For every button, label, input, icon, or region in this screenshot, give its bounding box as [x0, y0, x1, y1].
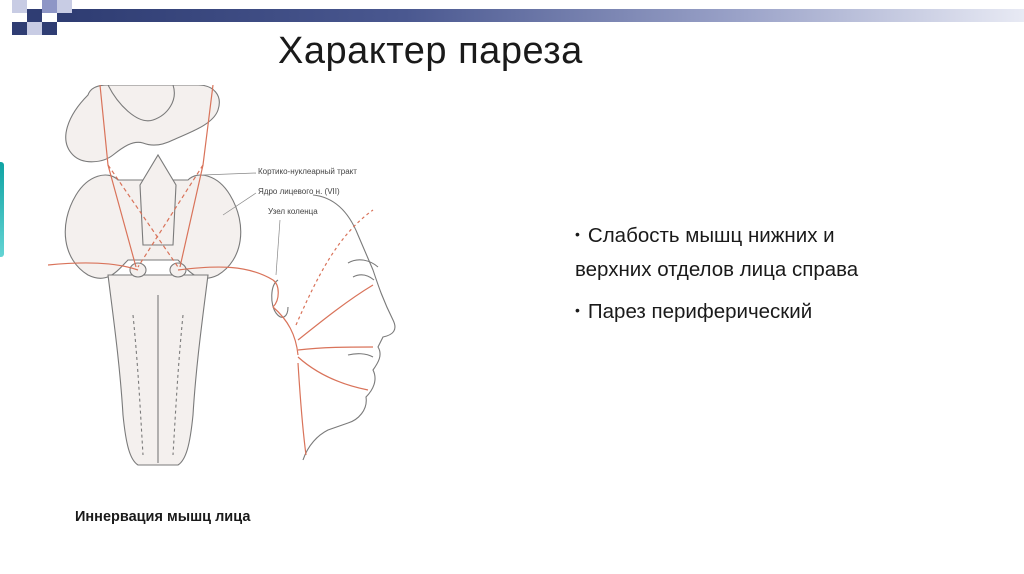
left-edge-accent: [0, 162, 4, 257]
leader-line-ganglion: [276, 220, 280, 275]
header-square: [27, 9, 42, 22]
header-gradient-band: [72, 9, 1024, 22]
ear: [272, 280, 288, 317]
facial-innervation-figure: [48, 85, 448, 470]
header-square: [42, 22, 57, 35]
bullet-item: [575, 293, 915, 329]
cervical-branch: [298, 363, 306, 455]
eye: [353, 275, 374, 280]
header-square: [12, 22, 27, 35]
brainstem-face-illustration: [48, 85, 448, 470]
label-facial-nucleus: Ядро лицевого н. (VII): [258, 187, 340, 196]
bullet-text: Парез периферический: [587, 300, 813, 323]
header-square: [42, 0, 57, 13]
fourth-ventricle: [140, 155, 176, 245]
mandibular-branch: [298, 357, 368, 390]
bullet-item: [575, 217, 915, 287]
zygomatic-branch: [298, 285, 373, 340]
figure-caption: Иннервация мышц лица: [75, 509, 251, 525]
slide-title: Характер пареза: [278, 30, 583, 72]
bullet-list: [575, 217, 915, 333]
bullet-marker: •: [575, 226, 580, 242]
header-square: [27, 22, 42, 35]
brain-upper-region: [66, 85, 220, 162]
mouth-line: [348, 354, 373, 357]
temporal-branch: [296, 210, 373, 325]
label-corticonuclear-tract: Кортико-нуклеарный тракт: [258, 167, 357, 176]
leader-line-tract: [203, 173, 256, 175]
header-square: [57, 0, 72, 13]
header-square: [12, 0, 27, 13]
buccal-branch: [298, 347, 373, 350]
bullet-marker: •: [575, 302, 580, 318]
label-geniculate-ganglion: Узел коленца: [268, 207, 318, 216]
face-profile: [303, 195, 395, 460]
eyebrow: [348, 260, 378, 267]
bullet-text: Слабость мышц нижних и верхних отделов лица справа: [575, 224, 859, 281]
